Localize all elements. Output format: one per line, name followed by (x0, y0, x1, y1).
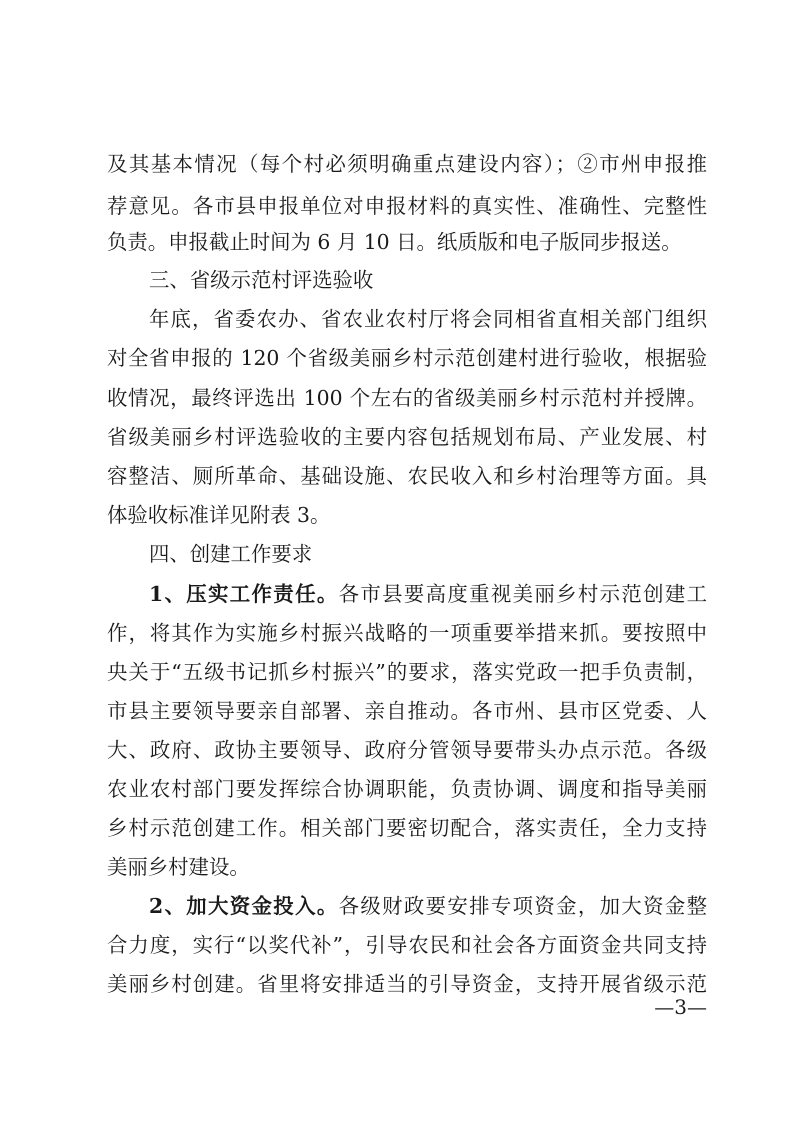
line-text: 体验收标准详见附表 3。 (107, 503, 331, 527)
line-text: 农业农村部门要发挥综合协调职能，负责协调、调度和指导美丽 (107, 777, 707, 801)
line-text: 大、政府、政协主要领导、政府分管领导要带头办点示范。各级 (107, 738, 707, 762)
text-line (107, 808, 707, 848)
line-text: 年底，省委农办、省农业农村厅将会同相省直相关部门组织 (149, 307, 707, 331)
section-heading (149, 260, 707, 300)
line-text: 各级财政要安排专项资金，加大资金整 (338, 894, 708, 918)
text-line (107, 652, 707, 692)
text-line (107, 613, 707, 653)
heading-text: 三、省级示范村评选验收 (149, 268, 374, 292)
line-text: 美丽乡村建设。 (107, 855, 250, 879)
line-text: 美丽乡村创建。省里将安排适当的引导资金，支持开展省级示范 (107, 972, 707, 996)
text-line (107, 769, 707, 809)
line-text: 负责。申报截止时间为 6 月 10 日。纸质版和电子版同步报送。 (107, 230, 682, 254)
text-line (107, 495, 707, 535)
line-text: 合力度，实行“以奖代补”，引导农民和社会各方面资金共同支持 (107, 933, 707, 957)
item-heading: 1、压实工作责任。 (149, 582, 339, 606)
line-text: 作，将其作为实施乡村振兴战略的一项重要举措来抓。要按照中 (107, 621, 707, 645)
text-line (107, 925, 707, 965)
line-text: 央关于“五级书记抓乡村振兴”的要求，落实党政一把手负责制， (107, 660, 707, 684)
text-line (107, 417, 707, 457)
text-line (107, 847, 707, 887)
text-line (149, 574, 707, 614)
text-line (107, 186, 707, 226)
text-line (107, 964, 707, 1004)
section-heading (149, 534, 707, 574)
line-text: 省级美丽乡村评选验收的主要内容包括规划布局、产业发展、村 (107, 425, 707, 449)
text-line (107, 730, 707, 770)
text-line (107, 144, 707, 184)
line-text: 荐意见。各市县申报单位对申报材料的真实性、准确性、完整性 (107, 194, 707, 218)
text-line (107, 378, 707, 418)
text-line (107, 222, 707, 262)
line-text: 对全省申报的 120 个省级美丽乡村示范创建村进行验收，根据验 (107, 346, 707, 370)
line-text: 及其基本情况（每个村必须明确重点建设内容）；②市州申报推 (107, 152, 707, 176)
line-text: 收情况，最终评选出 100 个左右的省级美丽乡村示范村并授牌。 (107, 386, 707, 410)
text-line (107, 691, 707, 731)
text-line (149, 299, 707, 339)
line-text: 市县主要领导要亲自部署、亲自推动。各市州、县市区党委、人 (107, 699, 707, 723)
text-line (149, 886, 707, 926)
heading-text: 四、创建工作要求 (149, 542, 313, 566)
text-line (107, 456, 707, 496)
item-heading: 2、加大资金投入。 (149, 894, 339, 918)
line-text: 乡村示范创建工作。相关部门要密切配合，落实责任，全力支持 (107, 816, 707, 840)
line-text: 容整洁、厕所革命、基础设施、农民收入和乡村治理等方面。具 (107, 464, 707, 488)
page-number: —3— (654, 995, 707, 1019)
line-text: 各市县要高度重视美丽乡村示范创建工 (338, 582, 708, 606)
text-line (107, 338, 707, 378)
